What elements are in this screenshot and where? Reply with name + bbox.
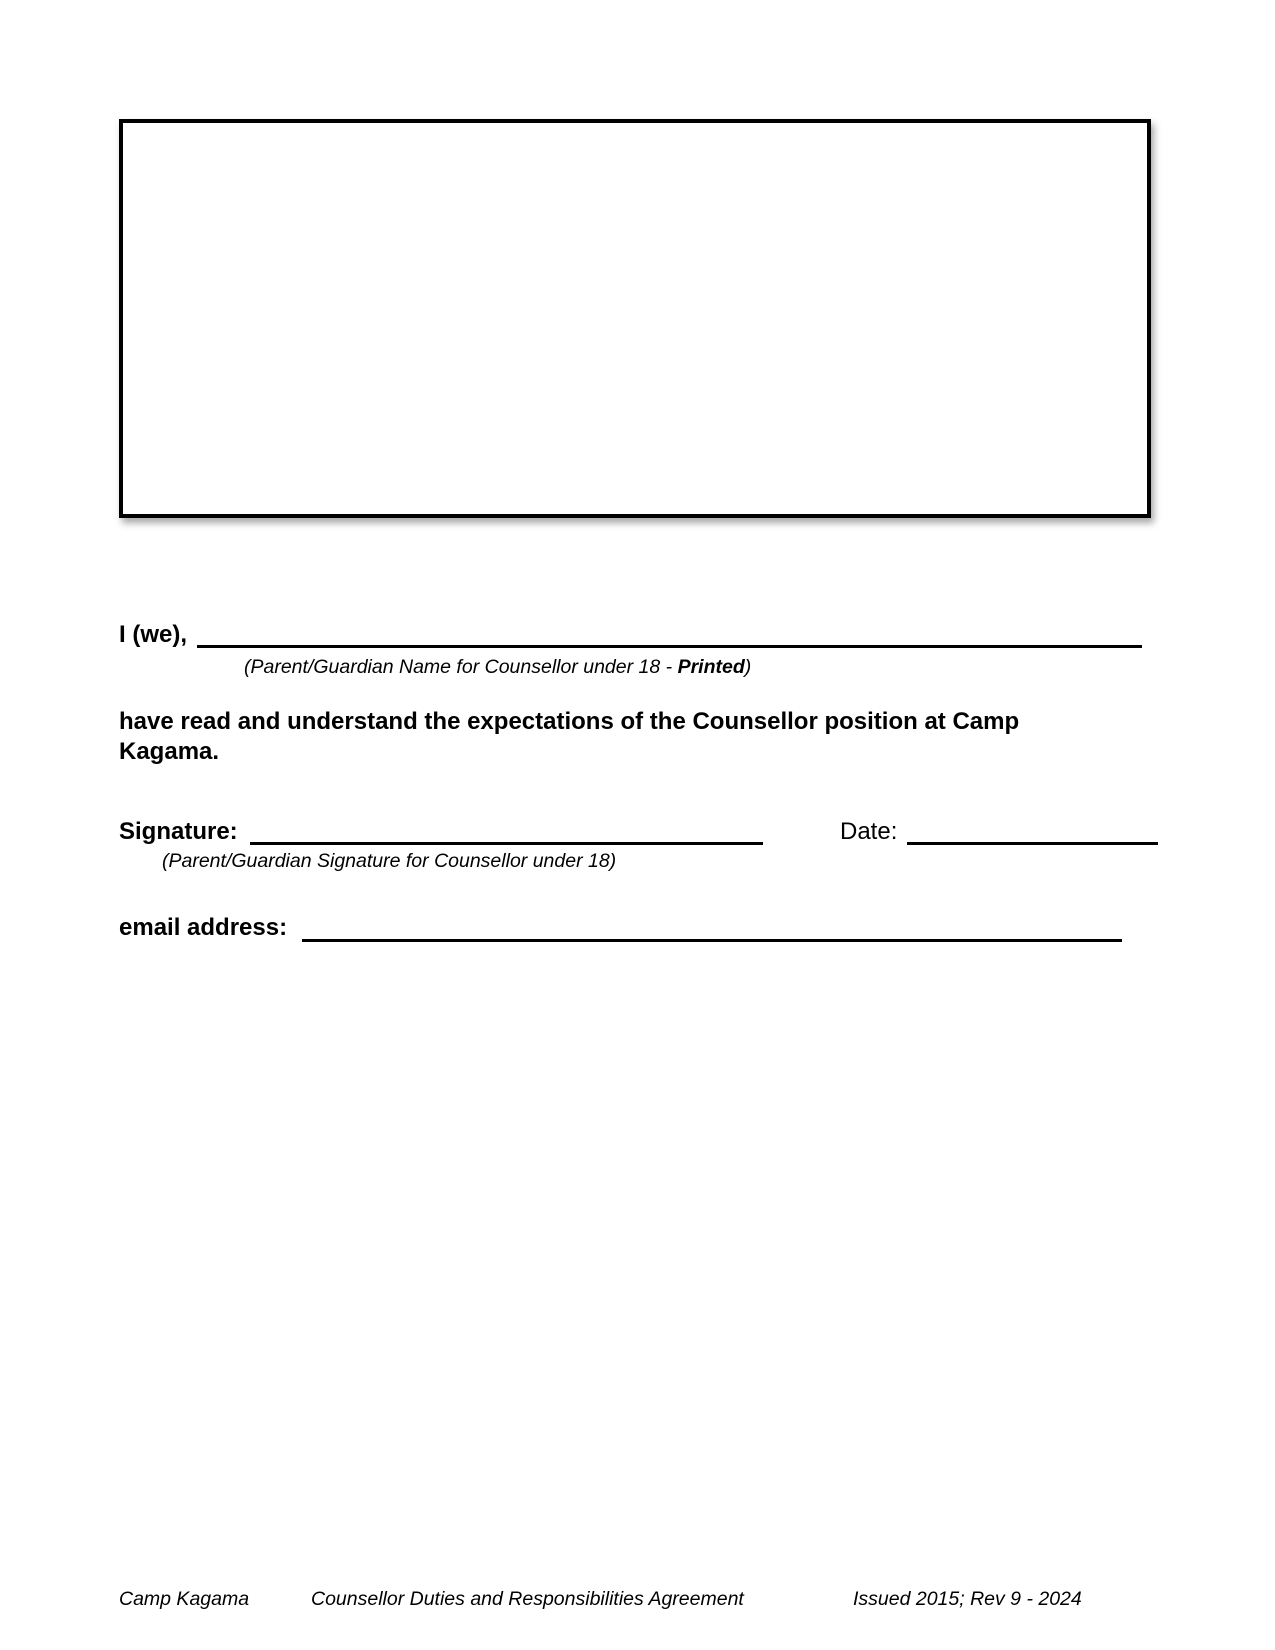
signature-hint: (Parent/Guardian Signature for Counsellor under 18) bbox=[162, 850, 617, 872]
footer-revision: Issued 2015; Rev 9 - 2024 bbox=[853, 1588, 1082, 1610]
footer-doc-title: Counsellor Duties and Responsibilities Agreement bbox=[311, 1588, 744, 1610]
email-label: email address: bbox=[119, 914, 288, 941]
footer-org: Camp Kagama bbox=[119, 1588, 250, 1610]
photo-frame-box bbox=[119, 119, 1151, 518]
signature-field-line[interactable] bbox=[250, 842, 763, 845]
name-hint: (Parent/Guardian Name for Counsellor under 18 - Printed) bbox=[244, 656, 752, 678]
email-field-line[interactable] bbox=[302, 939, 1122, 942]
date-field-line[interactable] bbox=[907, 842, 1158, 845]
name-field-line[interactable] bbox=[197, 645, 1142, 648]
name-label: I (we), bbox=[119, 621, 188, 648]
statement-text: have read and understand the expectations of the Counsellor position at Camp Kagama. bbox=[119, 708, 1020, 765]
signature-label: Signature: bbox=[119, 818, 238, 845]
date-label: Date: bbox=[840, 818, 898, 845]
